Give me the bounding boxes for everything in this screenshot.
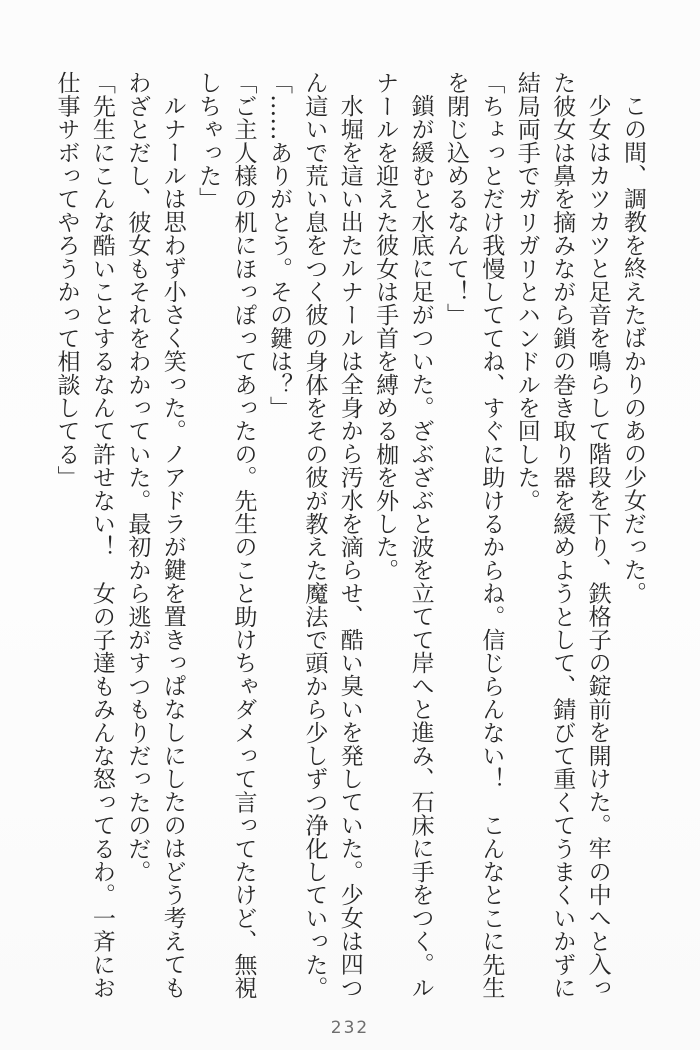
paragraph-8: ルナールは思わず小さく笑った。ノアドラが鍵を置きっぱなしにしたのはどう考えてもわざとだし、彼女もそれをわかっていた。最初から逃がすつもりだったのだ。 [124, 71, 186, 999]
paragraph-9-dialogue: 「先生にこんな酷いことするなんて許せない！ 女の子達もみんな怒ってるわ。一斉にお仕事サボってやろうかって相談してる」 [53, 71, 115, 999]
paragraph-1: この間、調教を終えたばかりのあの少女だった。 [620, 94, 646, 605]
paragraph-7-dialogue: 「ご主人様の机にほっぽってあったの。先生のこと助けちゃダメって言ってたけど、無視しちゃった」 [195, 71, 257, 999]
paragraph-5: 水堀を這い出たルナールは全身から汚水を滴らせ、酷い臭いを発していた。少女は四つん這いで荒い息をつく彼の身体をその彼が教えた魔法で頭から少しずつ浄化していった。 [301, 71, 363, 999]
page-number: 232 [330, 1018, 370, 1038]
paragraph-3-dialogue: 「ちょっとだけ我慢しててね、すぐに助けるからね。信じらんない！ こんなとこに先生を閉じ込めるなんて！」 [442, 71, 505, 999]
vertical-text-block [48, 71, 650, 1003]
paragraph-2: 少女はカツカツと足音を鳴らして階段を下り、鉄格子の錠前を開けた。牢の中へと入った彼女は鼻を摘みながら鎖の巻き取り器を緩めようとして、錆びて重くてうまくいかずに結局両手でガリガリとハンドルを回した。 [513, 71, 611, 999]
paragraph-6-dialogue: 「……ありがとう。その鍵は？」 [265, 71, 292, 419]
paragraph-4: 鎖が緩むと水底に足がついた。ざぶざぶと波を立てて岸へと進み、石床に手をつく。ルナールを迎えた彼女は手首を縛める枷を外した。 [372, 71, 434, 999]
